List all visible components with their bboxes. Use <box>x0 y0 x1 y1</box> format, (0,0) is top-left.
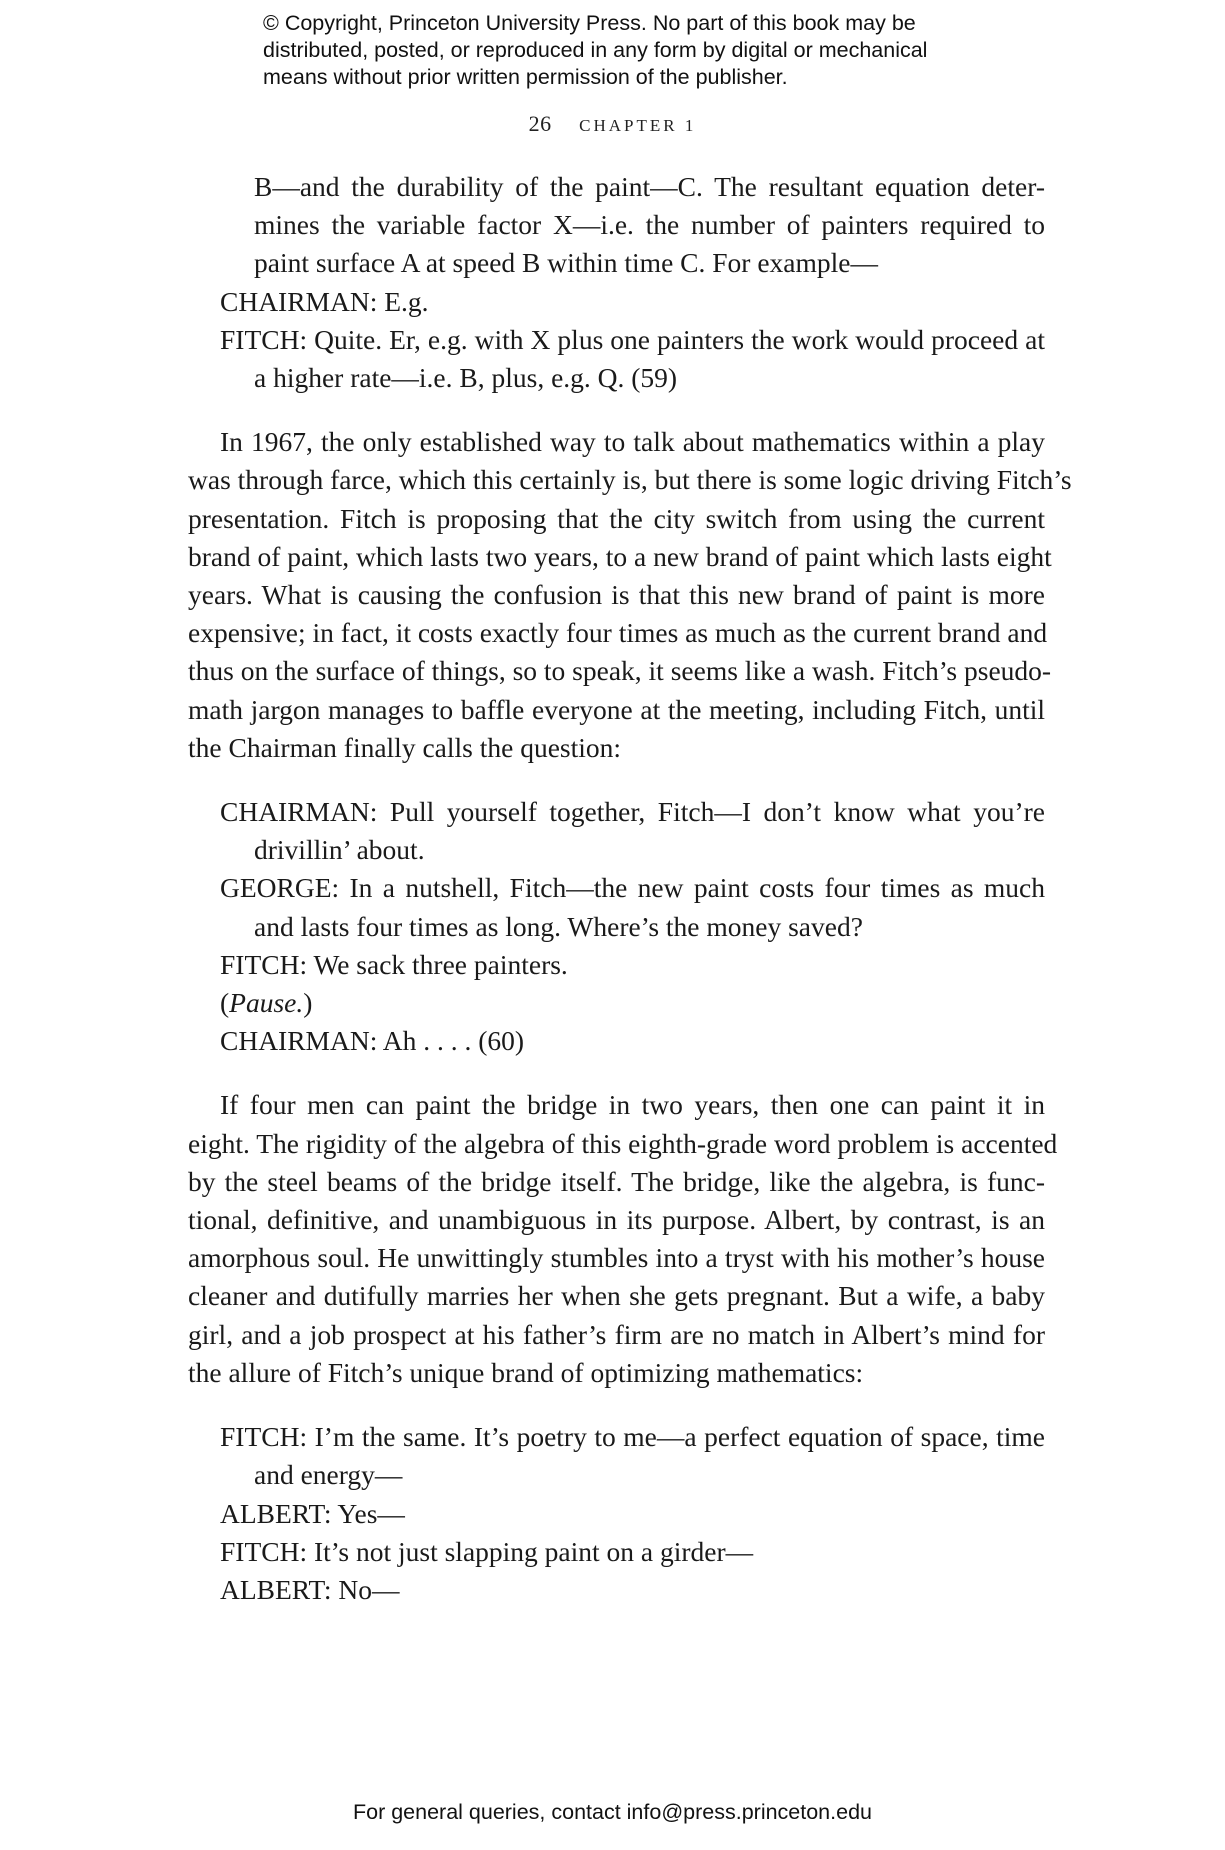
stage-direction-close: ) <box>303 987 313 1019</box>
stage-direction-text: Pause. <box>229 987 304 1019</box>
dialogue-line: FITCH: We sack three painters. <box>220 948 568 980</box>
paragraph-line: by the steel beams of the bridge itself. The bridge, like the algebra, is func- <box>188 1165 1045 1197</box>
paragraph-line: brand of paint, which lasts two years, to a new brand of paint which lasts eight <box>188 540 1052 572</box>
dialogue-line: drivillin’ about. <box>254 834 425 866</box>
paragraph-line: thus on the surface of things, so to speak, it seems like a wash. Fitch’s pseudo- <box>188 655 1052 687</box>
dialogue-line: CHAIRMAN: Pull yourself together, Fitch—I don’t know what you’re <box>220 796 1045 828</box>
dialogue-line: B—and the durability of the paint—C. The resultant equation deter- <box>254 171 1045 202</box>
paragraph-line: years. What is causing the confusion is that this new brand of paint is more <box>188 579 1045 611</box>
dialogue-line: ALBERT: Yes— <box>220 1497 405 1529</box>
dialogue-line: FITCH: Quite. Er, e.g. with X plus one painters the work would proceed at <box>220 323 1045 355</box>
paragraph-line: eight. The rigidity of the algebra of this eighth-grade word problem is accented <box>188 1127 1058 1159</box>
chapter-label: CHAPTER 1 <box>579 116 697 135</box>
dialogue-line: and energy— <box>254 1459 403 1491</box>
stage-direction-open: ( <box>220 987 230 1019</box>
paragraph-line: the allure of Fitch’s unique brand of optimizing mathematics: <box>188 1356 864 1388</box>
copyright-line-2: distributed, posted, or reproduced in any form by digital or mechanical <box>263 38 928 62</box>
dialogue-line: a higher rate—i.e. B, plus, e.g. Q. (59) <box>254 362 678 394</box>
paragraph-line: girl, and a job prospect at his father’s firm are no match in Albert’s mind for <box>188 1318 1045 1350</box>
footer-contact: For general queries, contact info@press.princeton.edu <box>352 1800 872 1824</box>
running-head <box>0 111 1225 137</box>
dialogue-line: CHAIRMAN: Ah . . . . (60) <box>220 1025 525 1057</box>
dialogue-line: mines the variable factor X—i.e. the number of painters required to <box>254 209 1045 241</box>
dialogue-line: and lasts four times as long. Where’s the money saved? <box>254 910 863 942</box>
paragraph-line: amorphous soul. He unwittingly stumbles into a tryst with his mother’s house <box>188 1242 1045 1274</box>
copyright-line-1: © Copyright, Princeton University Press. No part of this book may be <box>263 11 916 35</box>
paragraph-line: the Chairman finally calls the question: <box>188 731 622 763</box>
paragraph-line: expensive; in fact, it costs exactly four times as much as the current brand and <box>188 617 1048 649</box>
page-number: 26 <box>528 111 552 136</box>
paragraph-line: presentation. Fitch is proposing that the city switch from using the current <box>188 502 1045 534</box>
paragraph-line: tional, definitive, and unambiguous in its purpose. Albert, by contrast, is an <box>188 1204 1045 1236</box>
dialogue-line: FITCH: I’m the same. It’s poetry to me—a perfect equation of space, time <box>220 1421 1045 1453</box>
dialogue-line: CHAIRMAN: E.g. <box>220 285 429 317</box>
paragraph-line: math jargon manages to baffle everyone at the meeting, including Fitch, until <box>188 693 1045 725</box>
paragraph-line: If four men can paint the bridge in two years, then one can paint it in <box>220 1089 1045 1121</box>
dialogue-line: ALBERT: No— <box>220 1573 400 1605</box>
copyright-line-3: means without prior written permission of the publisher. <box>263 65 788 89</box>
stage-direction <box>188 984 1045 1022</box>
paragraph-line: In 1967, the only established way to talk about mathematics within a play <box>220 426 1045 458</box>
paragraph-line: was through farce, which this certainly is, but there is some logic driving Fitch’s <box>188 464 1072 496</box>
dialogue-line: paint surface A at speed B within time C. For example— <box>254 247 878 279</box>
page-body <box>188 168 1072 1609</box>
dialogue-line: FITCH: It’s not just slapping paint on a girder— <box>220 1535 754 1567</box>
paragraph-line: cleaner and dutifully marries her when she gets pregnant. But a wife, a baby <box>188 1280 1045 1312</box>
dialogue-line: GEORGE: In a nutshell, Fitch—the new paint costs four times as much <box>220 872 1045 904</box>
copyright-notice <box>263 10 1023 91</box>
